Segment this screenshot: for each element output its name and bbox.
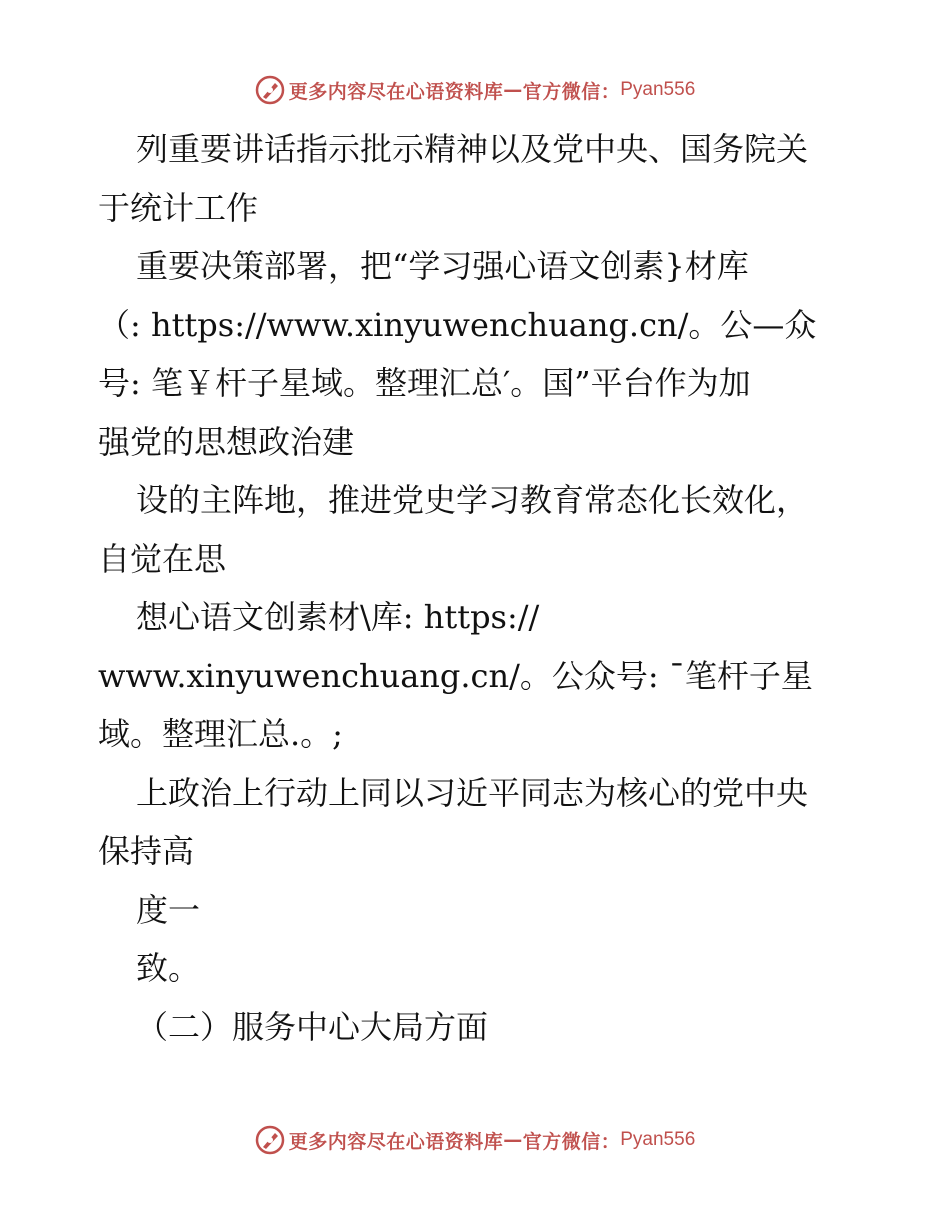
body-line: 设的主阵地，推进党史学习教育常态化长效化， xyxy=(136,481,809,519)
footer-brand-text: 更多内容尽在心语资料库 xyxy=(288,1130,504,1153)
header-banner xyxy=(0,70,950,110)
body-line: 号: 笔￥杆子星域。整理汇总′。国”平台作为加 xyxy=(98,364,751,402)
body-line: 度一 xyxy=(136,890,201,929)
body-line: 列重要讲话指示批示精神以及党中央、国务院关 xyxy=(136,130,809,168)
header-wechat-id: Pyan556 xyxy=(620,79,696,100)
body-line: 于统计工作 xyxy=(98,188,259,227)
body-line: 上政治上行动上同以习近平同志为核心的党中央 xyxy=(136,773,809,812)
header-wechat-label: 官方微信： xyxy=(522,80,621,103)
header-brand-text: 更多内容尽在心语资料库 xyxy=(288,80,504,103)
pen-logo-icon xyxy=(255,1125,285,1155)
body-line: 致。 xyxy=(136,949,201,987)
footer-banner xyxy=(0,1120,950,1160)
header-separator: — xyxy=(503,79,523,101)
body-line: 自觉在思 xyxy=(98,539,227,578)
footer-separator: — xyxy=(503,1129,523,1151)
document-body xyxy=(98,120,858,1056)
pen-logo-icon xyxy=(255,75,285,105)
body-line: 想心语文创素材\库: https:// xyxy=(136,598,540,636)
body-line: 强党的思想政治建 xyxy=(98,422,355,461)
body-line: 域。整理汇总.。; xyxy=(98,715,343,753)
body-line: 重要决策部署，把“学习强心语文创素}材库 xyxy=(136,247,749,285)
body-line: （: https://www.xinyuwenchuang.cn/。公—众 xyxy=(98,305,817,344)
footer-wechat-id: Pyan556 xyxy=(620,1129,696,1150)
body-line: 保持高 xyxy=(98,832,195,870)
section-heading: （二）服务中心大局方面 xyxy=(136,1007,489,1046)
footer-wechat-label: 官方微信： xyxy=(522,1130,621,1153)
body-line: www.xinyuwenchuang.cn/。公众号: ¯笔杆子星 xyxy=(98,656,813,695)
